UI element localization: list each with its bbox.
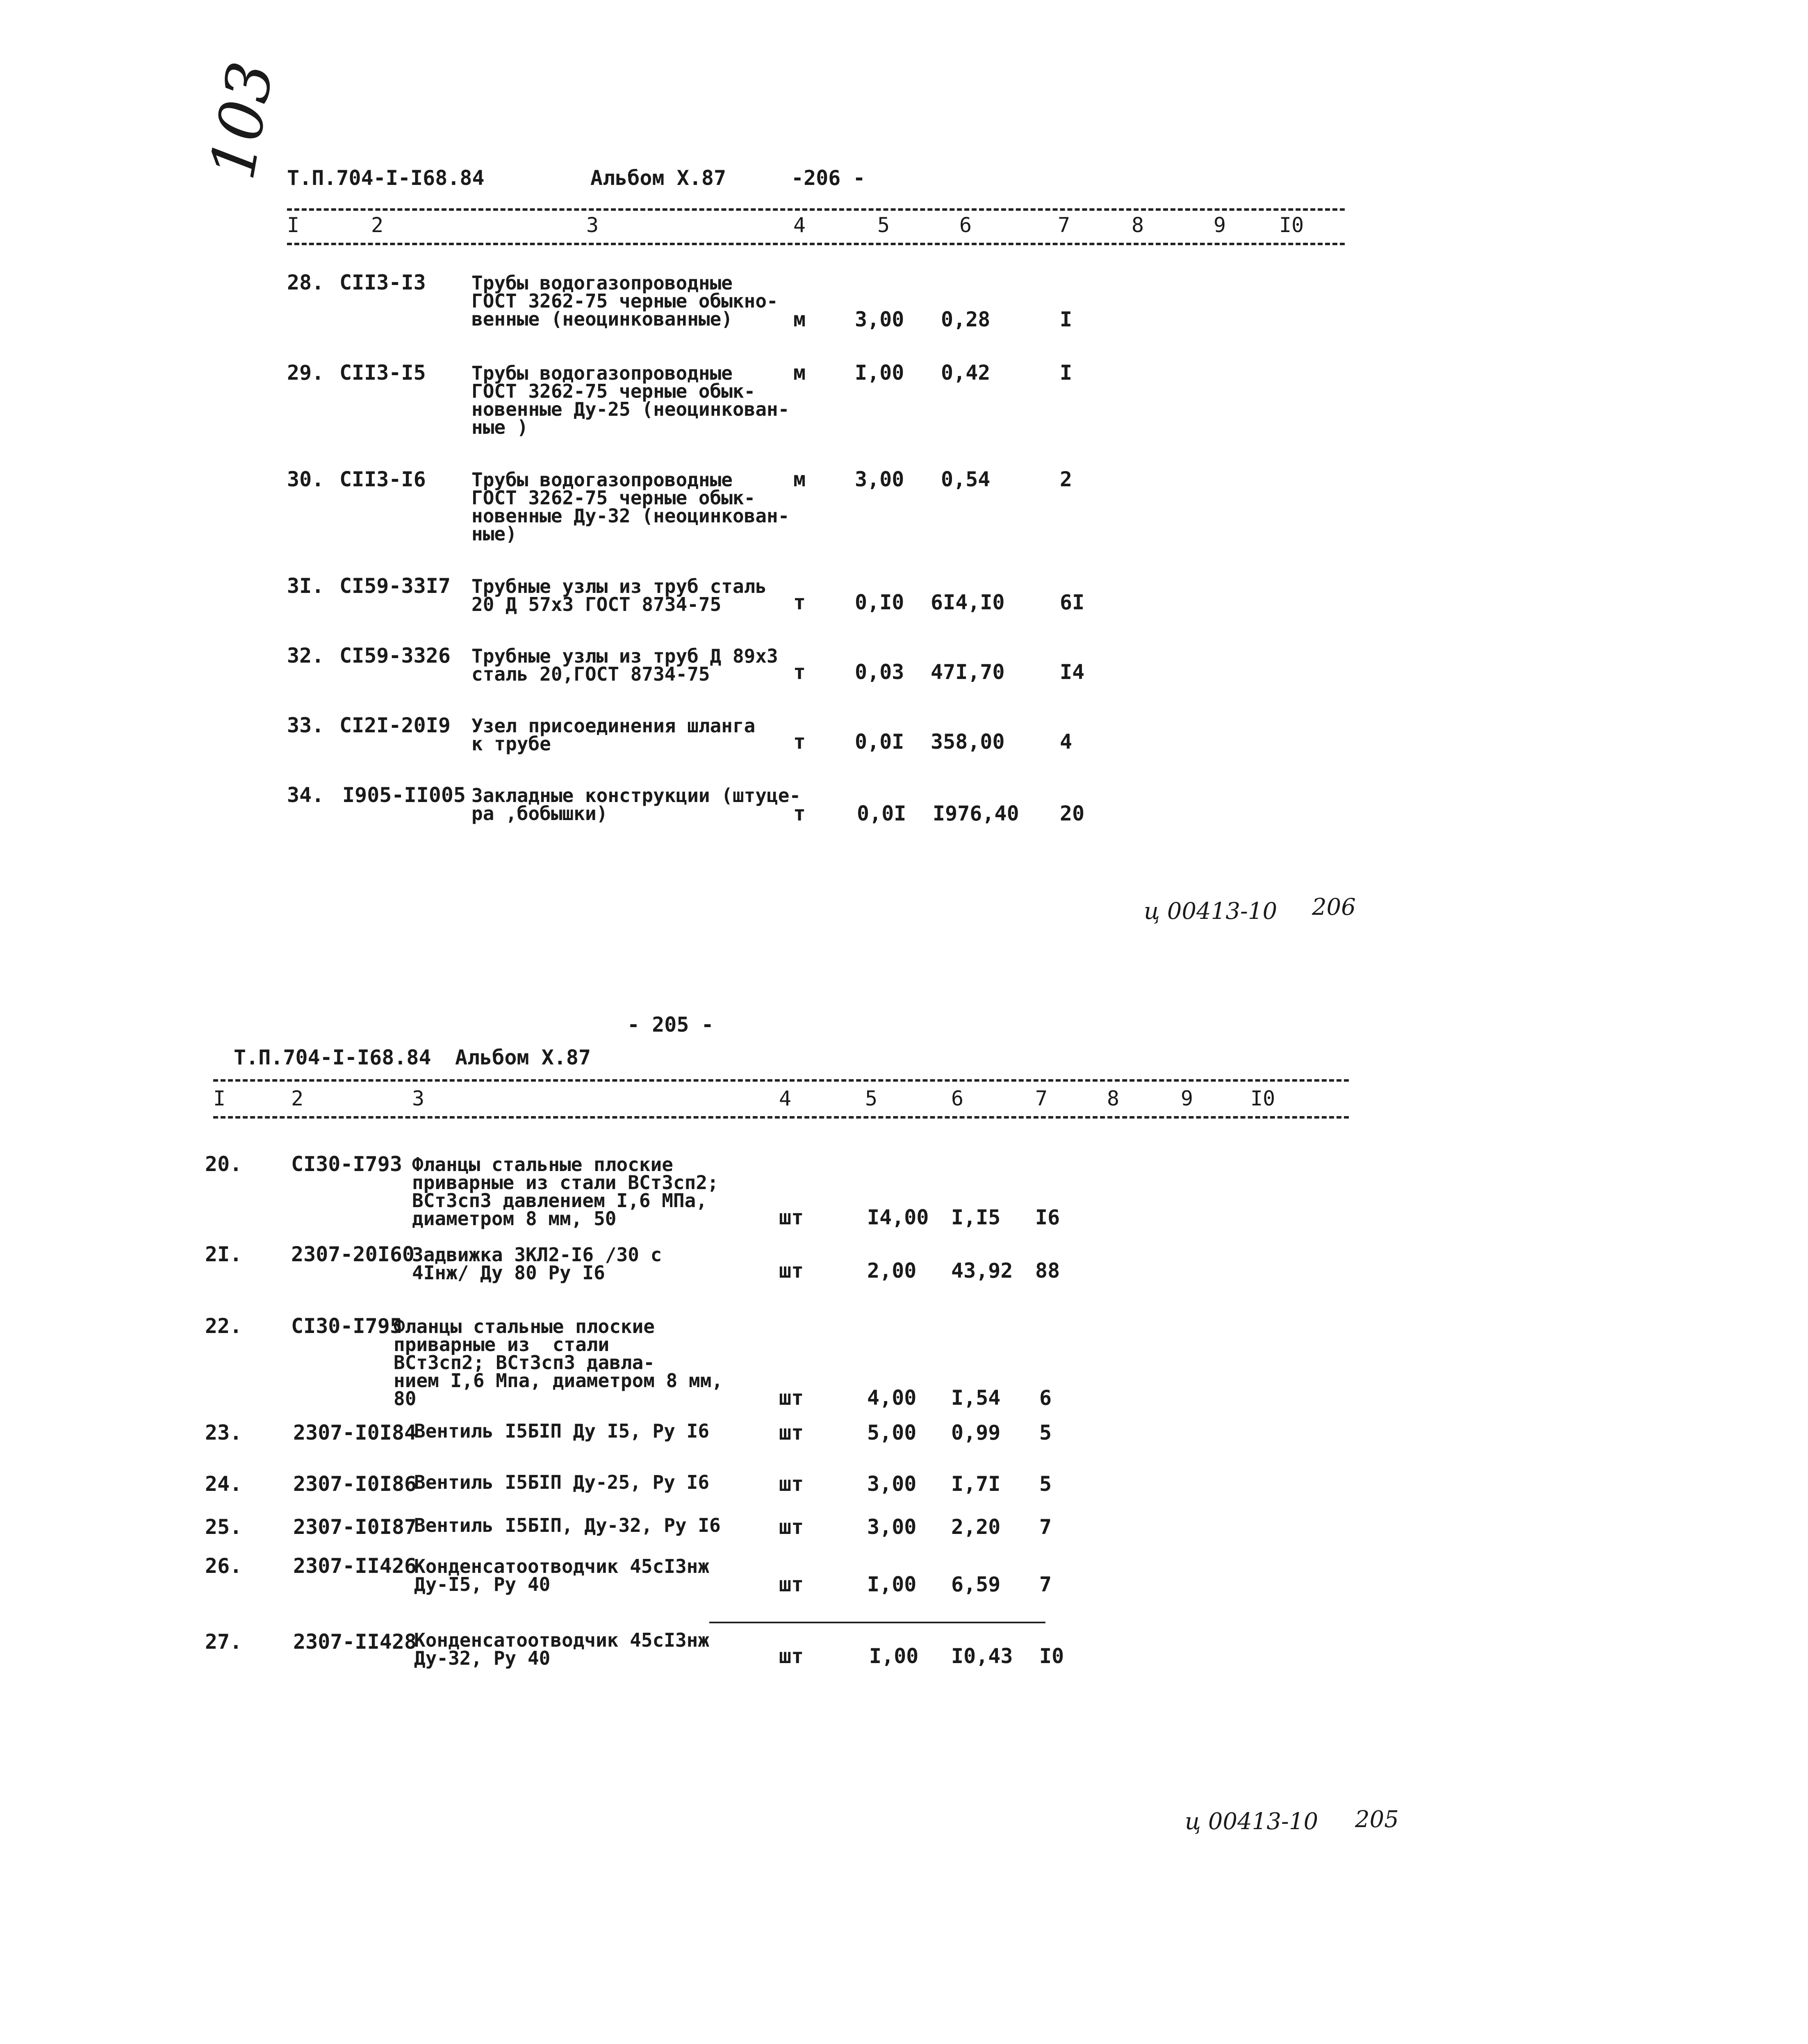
row-quantity: 4,00: [867, 1386, 917, 1410]
row-number: 20.: [205, 1152, 242, 1176]
row-price: 358,00: [931, 730, 1005, 754]
margin-note: 103: [197, 57, 288, 185]
row-code: CII3-I5: [339, 361, 426, 385]
row-unit: т: [793, 730, 806, 754]
row-unit: т: [793, 802, 806, 825]
upper-header-top-rule: [287, 208, 1345, 211]
upper-album: Альбом X.87: [590, 166, 726, 190]
row-price: 2,20: [951, 1515, 1001, 1539]
row-code: CII3-I3: [339, 271, 426, 294]
row-total: I: [1060, 361, 1073, 385]
row-total: 4: [1060, 730, 1073, 754]
row-code: 2307-I0I87: [293, 1515, 417, 1539]
lower-doc-code: Т.П.704-I-I68.84: [234, 1046, 431, 1069]
upper-col-7: 7: [1058, 213, 1070, 237]
subtotal-rule: [709, 1622, 1045, 1623]
row-price: 6I4,I0: [931, 590, 1005, 614]
row-description: Фланцы стальные плоские приварные из стали ВСт3сп2; ВСт3сп3 давла- нием I,6 Мпа, диаметром 8 мм, 80: [394, 1315, 723, 1410]
upper-col-1: I: [287, 213, 300, 237]
upper-page-number: -206 -: [791, 166, 865, 190]
row-price: I0,43: [951, 1644, 1013, 1668]
row-total: I: [1060, 308, 1073, 331]
row-quantity: I,00: [855, 361, 904, 385]
row-unit: т: [793, 660, 806, 684]
row-price: I,I5: [951, 1205, 1001, 1229]
row-number: 34.: [287, 783, 324, 807]
row-code: CII3-I6: [339, 467, 426, 491]
row-number: 22.: [205, 1314, 242, 1338]
row-description: Закладные конструкции (штуце- ра ,бобышки): [471, 784, 801, 825]
row-code: CI2I-20I9: [339, 713, 451, 737]
lower-col-3: 3: [412, 1087, 425, 1110]
row-code: I905-II005: [342, 783, 466, 807]
row-price: 0,28: [941, 308, 991, 331]
row-unit: шт: [779, 1472, 804, 1496]
row-description: Фланцы стальные плоские приварные из стали ВСт3сп2; ВСт3сп3 давлением I,6 МПа, диаметром 8 мм, 50: [412, 1153, 719, 1230]
row-description: Трубные узлы из труб сталь 20 Д 57х3 ГОСТ 8734-75: [471, 575, 767, 615]
lower-col-10: I0: [1250, 1087, 1275, 1110]
lower-album: Альбом X.87: [455, 1046, 591, 1069]
row-total: 5: [1039, 1421, 1052, 1445]
row-code: 2307-II428: [293, 1630, 417, 1654]
row-description: Задвижка 3КЛ2-I6 /30 с 4Iнж/ Ду 80 Ру I6: [412, 1244, 662, 1284]
row-unit: шт: [779, 1421, 804, 1445]
row-price: I976,40: [933, 802, 1019, 825]
row-quantity: I,00: [869, 1644, 919, 1668]
row-unit: т: [793, 590, 806, 614]
row-unit: шт: [779, 1515, 804, 1539]
row-unit: м: [793, 308, 806, 331]
row-description: Вентиль I5БIП, Ду-32, Ру I6: [414, 1514, 721, 1536]
row-description: Трубные узлы из труб Д 89х3 сталь 20,ГОСТ 8734-75: [471, 645, 778, 685]
row-code: 2307-I0I84: [293, 1421, 417, 1445]
row-description: Узел присоединения шланга к трубе: [471, 715, 756, 755]
row-description: Конденсатоотводчик 45сI3нж Ду-I5, Ру 40: [414, 1555, 710, 1595]
row-description: Трубы водогазопроводные ГОСТ 3262-75 черные обык- новенные Ду-32 (неоцинкован- ные): [471, 469, 790, 545]
lower-col-4: 4: [779, 1087, 792, 1110]
row-quantity: 0,0I: [855, 730, 904, 754]
row-code: CI59-33I7: [339, 574, 451, 598]
row-total: 20: [1060, 802, 1085, 825]
row-number: 30.: [287, 467, 324, 491]
row-price: I,54: [951, 1386, 1001, 1410]
row-unit: шт: [779, 1386, 804, 1410]
row-total: I0: [1039, 1644, 1064, 1668]
upper-col-10: I0: [1279, 213, 1304, 237]
upper-col-8: 8: [1132, 213, 1144, 237]
lower-header-top-rule: [213, 1079, 1349, 1082]
row-quantity: 3,00: [855, 308, 904, 331]
row-total: 5: [1039, 1472, 1052, 1496]
row-total: 88: [1035, 1259, 1060, 1283]
row-total: I6: [1035, 1205, 1060, 1229]
row-price: 0,54: [941, 467, 991, 491]
lower-col-1: I: [213, 1087, 226, 1110]
row-description: Вентиль I5БIП Ду I5, Ру I6: [414, 1420, 710, 1442]
row-total: 6I: [1060, 590, 1085, 614]
row-quantity: I4,00: [867, 1205, 929, 1229]
upper-col-3: 3: [586, 213, 599, 237]
row-number: 2I.: [205, 1242, 242, 1266]
row-number: 23.: [205, 1421, 242, 1445]
row-quantity: 0,I0: [855, 590, 904, 614]
row-code: 2307-I0I86: [293, 1472, 417, 1496]
row-quantity: 3,00: [855, 467, 904, 491]
upper-col-2: 2: [371, 213, 384, 237]
lower-col-2: 2: [291, 1087, 304, 1110]
row-price: 0,42: [941, 361, 991, 385]
row-description: Трубы водогазопроводные ГОСТ 3262-75 черные обыкно- венные (неоцинкованные): [471, 272, 778, 330]
row-quantity: 0,03: [855, 660, 904, 684]
row-number: 3I.: [287, 574, 324, 598]
row-number: 33.: [287, 713, 324, 737]
row-description: Конденсатоотводчик 45сI3нж Ду-32, Ру 40: [414, 1629, 710, 1669]
row-number: 25.: [205, 1515, 242, 1539]
upper-footer-code: ц 00413-10: [1144, 898, 1277, 925]
row-quantity: I,00: [867, 1572, 917, 1596]
row-code: 2307-II426: [293, 1554, 417, 1578]
row-total: 7: [1039, 1515, 1052, 1539]
row-quantity: 2,00: [867, 1259, 917, 1283]
row-total: I4: [1060, 660, 1085, 684]
lower-page-number: - 205 -: [627, 1013, 714, 1037]
upper-col-5: 5: [877, 213, 890, 237]
lower-col-8: 8: [1107, 1087, 1120, 1110]
row-quantity: 0,0I: [857, 802, 906, 825]
row-unit: шт: [779, 1644, 804, 1668]
row-unit: шт: [779, 1572, 804, 1596]
row-quantity: 5,00: [867, 1421, 917, 1445]
row-price: 47I,70: [931, 660, 1005, 684]
row-number: 26.: [205, 1554, 242, 1578]
lower-col-6: 6: [951, 1087, 964, 1110]
row-code: CI30-I795: [291, 1314, 402, 1338]
row-number: 29.: [287, 361, 324, 385]
row-unit: шт: [779, 1205, 804, 1229]
upper-col-4: 4: [793, 213, 806, 237]
upper-footer-page: 206: [1312, 894, 1356, 921]
row-price: 0,99: [951, 1421, 1001, 1445]
lower-col-9: 9: [1181, 1087, 1193, 1110]
row-number: 27.: [205, 1630, 242, 1654]
row-price: 6,59: [951, 1572, 1001, 1596]
upper-header-bottom-rule: [287, 243, 1345, 245]
row-code: 2307-20I60: [291, 1242, 415, 1266]
row-number: 28.: [287, 271, 324, 294]
row-description: Трубы водогазопроводные ГОСТ 3262-75 черные обык- новенные Ду-25 (неоцинкован- ные ): [471, 362, 790, 438]
row-total: 2: [1060, 467, 1073, 491]
row-quantity: 3,00: [867, 1472, 917, 1496]
upper-col-9: 9: [1214, 213, 1226, 237]
row-code: CI30-I793: [291, 1152, 402, 1176]
lower-col-7: 7: [1035, 1087, 1048, 1110]
row-total: 7: [1039, 1572, 1052, 1596]
row-unit: м: [793, 361, 806, 385]
row-number: 32.: [287, 644, 324, 668]
row-number: 24.: [205, 1472, 242, 1496]
row-unit: шт: [779, 1259, 804, 1283]
lower-col-5: 5: [865, 1087, 878, 1110]
upper-doc-code: Т.П.704-I-I68.84: [287, 166, 485, 190]
row-quantity: 3,00: [867, 1515, 917, 1539]
row-description: Вентиль I5БIП Ду-25, Ру I6: [414, 1471, 710, 1493]
row-price: 43,92: [951, 1259, 1013, 1283]
lower-footer-code: ц 00413-10: [1185, 1808, 1318, 1835]
row-code: CI59-3326: [339, 644, 451, 668]
row-total: 6: [1039, 1386, 1052, 1410]
row-unit: м: [793, 467, 806, 491]
lower-header-bottom-rule: [213, 1116, 1349, 1119]
row-price: I,7I: [951, 1472, 1001, 1496]
upper-col-6: 6: [959, 213, 972, 237]
lower-footer-page: 205: [1355, 1806, 1399, 1833]
